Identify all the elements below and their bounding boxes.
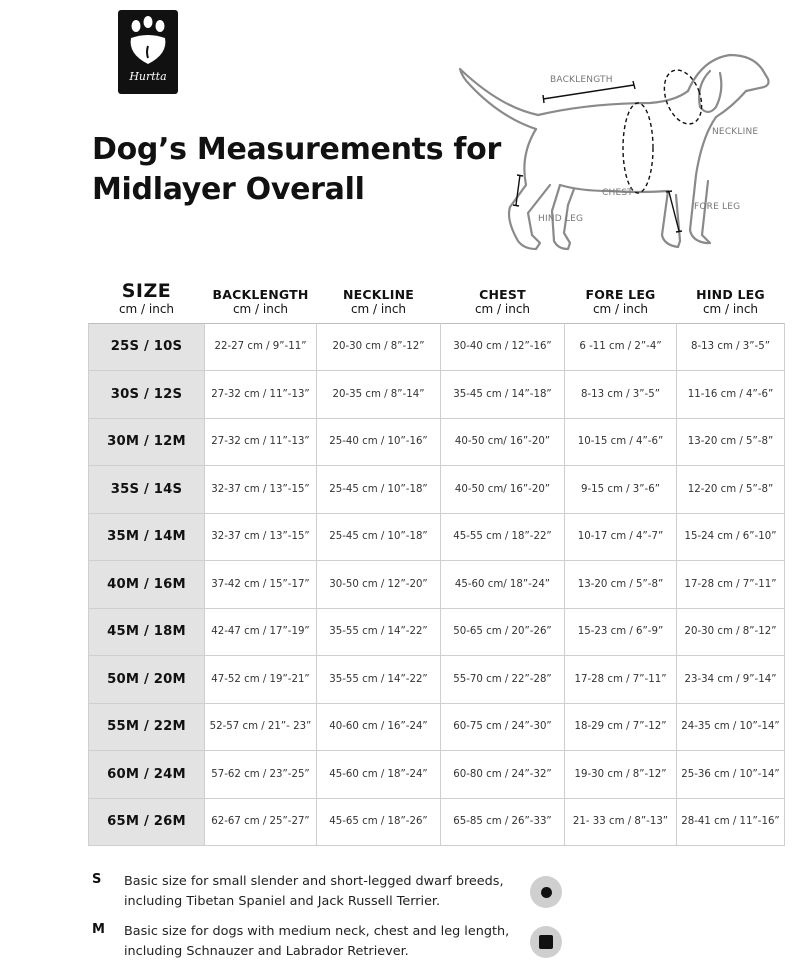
fore-leg-cell: 21- 33 cm / 8”-13” (565, 798, 677, 846)
table-row (89, 418, 785, 466)
neckline-cell: 20-30 cm / 8”-12” (317, 323, 441, 371)
neckline-cell: 25-40 cm / 10”-16” (317, 418, 441, 466)
chest-cell: 30-40 cm / 12”-16” (441, 323, 565, 371)
hind-leg-cell: 24-35 cm / 10”-14” (677, 703, 785, 751)
table-row (89, 561, 785, 609)
fore-leg-cell: 10-15 cm / 4”-6” (565, 418, 677, 466)
neckline-cell: 25-45 cm / 10”-18” (317, 466, 441, 514)
table-row (89, 466, 785, 514)
chest-cell: 40-50 cm/ 16”-20” (441, 418, 565, 466)
brand-wordmark: Hurtta (129, 70, 167, 83)
label-backlength: BACKLENGTH (550, 75, 613, 85)
fore-leg-cell: 10-17 cm / 4”-7” (565, 513, 677, 561)
neckline-cell: 45-65 cm / 18”-26” (317, 798, 441, 846)
backlength-cell: 62-67 cm / 25”-27” (205, 798, 317, 846)
header-size: SIZE cm / inch (118, 279, 175, 316)
backlength-cell: 52-57 cm / 21”- 23” (205, 703, 317, 751)
table-row (89, 798, 785, 846)
table-row (89, 703, 785, 751)
hind-leg-cell: 25-36 cm / 10”-14” (677, 751, 785, 799)
chest-cell: 40-50 cm/ 16”-20” (441, 466, 565, 514)
title-line-1: Dog’s Measurements for (92, 132, 501, 167)
chest-cell: 50-65 cm / 20”-26” (441, 608, 565, 656)
chest-cell: 55-70 cm / 22”-28” (441, 656, 565, 704)
hind-leg-cell: 8-13 cm / 3”-5” (677, 323, 785, 371)
note-size-s (92, 872, 562, 914)
note-text: Basic size for small slender and short-legged dwarf breeds, including Tibetan Spaniel and Jack Russell Terrier. (124, 874, 504, 909)
backlength-cell: 57-62 cm / 23”-25” (205, 751, 317, 799)
size-cell: 45M / 18M (89, 608, 205, 656)
backlength-cell: 32-37 cm / 13”-15” (205, 513, 317, 561)
hind-leg-cell: 20-30 cm / 8”-12” (677, 608, 785, 656)
table-row (89, 608, 785, 656)
hind-leg-cell: 15-24 cm / 6”-10” (677, 513, 785, 561)
table-body (89, 323, 785, 846)
neckline-cell: 45-60 cm / 18”-24” (317, 751, 441, 799)
hind-leg-cell: 23-34 cm / 9”-14” (677, 656, 785, 704)
backlength-cell: 42-47 cm / 17”-19” (205, 608, 317, 656)
size-cell: 30M / 12M (89, 418, 205, 466)
table-row (89, 371, 785, 419)
fore-leg-cell: 17-28 cm / 7”-11” (565, 656, 677, 704)
square-badge-icon (530, 926, 562, 958)
hind-leg-cell: 28-41 cm / 11”-16” (677, 798, 785, 846)
backlength-cell: 22-27 cm / 9”-11” (205, 323, 317, 371)
table-row (89, 323, 785, 371)
size-cell: 35S / 14S (89, 466, 205, 514)
table-row (89, 513, 785, 561)
backlength-cell: 27-32 cm / 11”-13” (205, 371, 317, 419)
chest-cell: 45-60 cm/ 18”-24” (441, 561, 565, 609)
size-cell: 55M / 22M (89, 703, 205, 751)
header-chest: CHEST cm / inch (474, 286, 531, 316)
backlength-cell: 37-42 cm / 15”-17” (205, 561, 317, 609)
fore-leg-cell: 13-20 cm / 5”-8” (565, 561, 677, 609)
chest-cell: 35-45 cm / 14”-18” (441, 371, 565, 419)
header-backlength: BACKLENGTH cm / inch (212, 286, 309, 316)
size-cell: 40M / 16M (89, 561, 205, 609)
size-cell: 50M / 20M (89, 656, 205, 704)
neckline-cell: 20-35 cm / 8”-14” (317, 371, 441, 419)
table-header-row (89, 278, 785, 323)
chest-cell: 45-55 cm / 18”-22” (441, 513, 565, 561)
hind-leg-cell: 13-20 cm / 5”-8” (677, 418, 785, 466)
circle-badge-icon (530, 876, 562, 908)
label-hind-leg: HIND LEG (538, 214, 584, 224)
backlength-cell: 32-37 cm / 13”-15” (205, 466, 317, 514)
fore-leg-cell: 9-15 cm / 3”-6” (565, 466, 677, 514)
table-row (89, 656, 785, 704)
size-cell: 35M / 14M (89, 513, 205, 561)
backlength-cell: 27-32 cm / 11”-13” (205, 418, 317, 466)
neckline-cell: 35-55 cm / 14”-22” (317, 608, 441, 656)
table-row (89, 751, 785, 799)
hind-leg-cell: 17-28 cm / 7”-11” (677, 561, 785, 609)
fore-leg-cell: 6 -11 cm / 2”-4” (565, 323, 677, 371)
size-cell: 60M / 24M (89, 751, 205, 799)
size-cell: 25S / 10S (89, 323, 205, 371)
neckline-cell: 25-45 cm / 10”-18” (317, 513, 441, 561)
chest-cell: 60-75 cm / 24”-30” (441, 703, 565, 751)
neckline-cell: 30-50 cm / 12”-20” (317, 561, 441, 609)
chest-cell: 65-85 cm / 26”-33” (441, 798, 565, 846)
note-code: S (92, 872, 102, 887)
size-cell: 30S / 12S (89, 371, 205, 419)
fore-leg-cell: 19-30 cm / 8”-12” (565, 751, 677, 799)
neckline-cell: 35-55 cm / 14”-22” (317, 656, 441, 704)
hind-leg-cell: 12-20 cm / 5”-8” (677, 466, 785, 514)
note-text: Basic size for dogs with medium neck, chest and leg length, including Schnauzer and Labrador Retriever. (124, 924, 510, 959)
title-line-2: Midlayer Overall (92, 172, 365, 207)
hind-leg-cell: 11-16 cm / 4”-6” (677, 371, 785, 419)
fore-leg-cell: 18-29 cm / 7”-12” (565, 703, 677, 751)
note-size-m (92, 922, 562, 962)
backlength-cell: 47-52 cm / 19”-21” (205, 656, 317, 704)
size-chart-table (88, 278, 785, 846)
header-neckline: NECKLINE cm / inch (342, 286, 415, 316)
fore-leg-cell: 15-23 cm / 6”-9” (565, 608, 677, 656)
header-fore-leg: FORE LEG cm / inch (585, 286, 656, 316)
label-chest: CHEST (602, 188, 633, 198)
chest-cell: 60-80 cm / 24”-32” (441, 751, 565, 799)
label-neckline: NECKLINE (712, 127, 759, 137)
header-hind-leg: HIND LEG cm / inch (696, 286, 765, 316)
note-code: M (92, 922, 105, 937)
size-cell: 65M / 26M (89, 798, 205, 846)
label-fore-leg: FORE LEG (694, 202, 741, 212)
brand-logo (118, 10, 178, 94)
fore-leg-cell: 8-13 cm / 3”-5” (565, 371, 677, 419)
neckline-cell: 40-60 cm / 16”-24” (317, 703, 441, 751)
dog-measurement-diagram (440, 45, 785, 265)
